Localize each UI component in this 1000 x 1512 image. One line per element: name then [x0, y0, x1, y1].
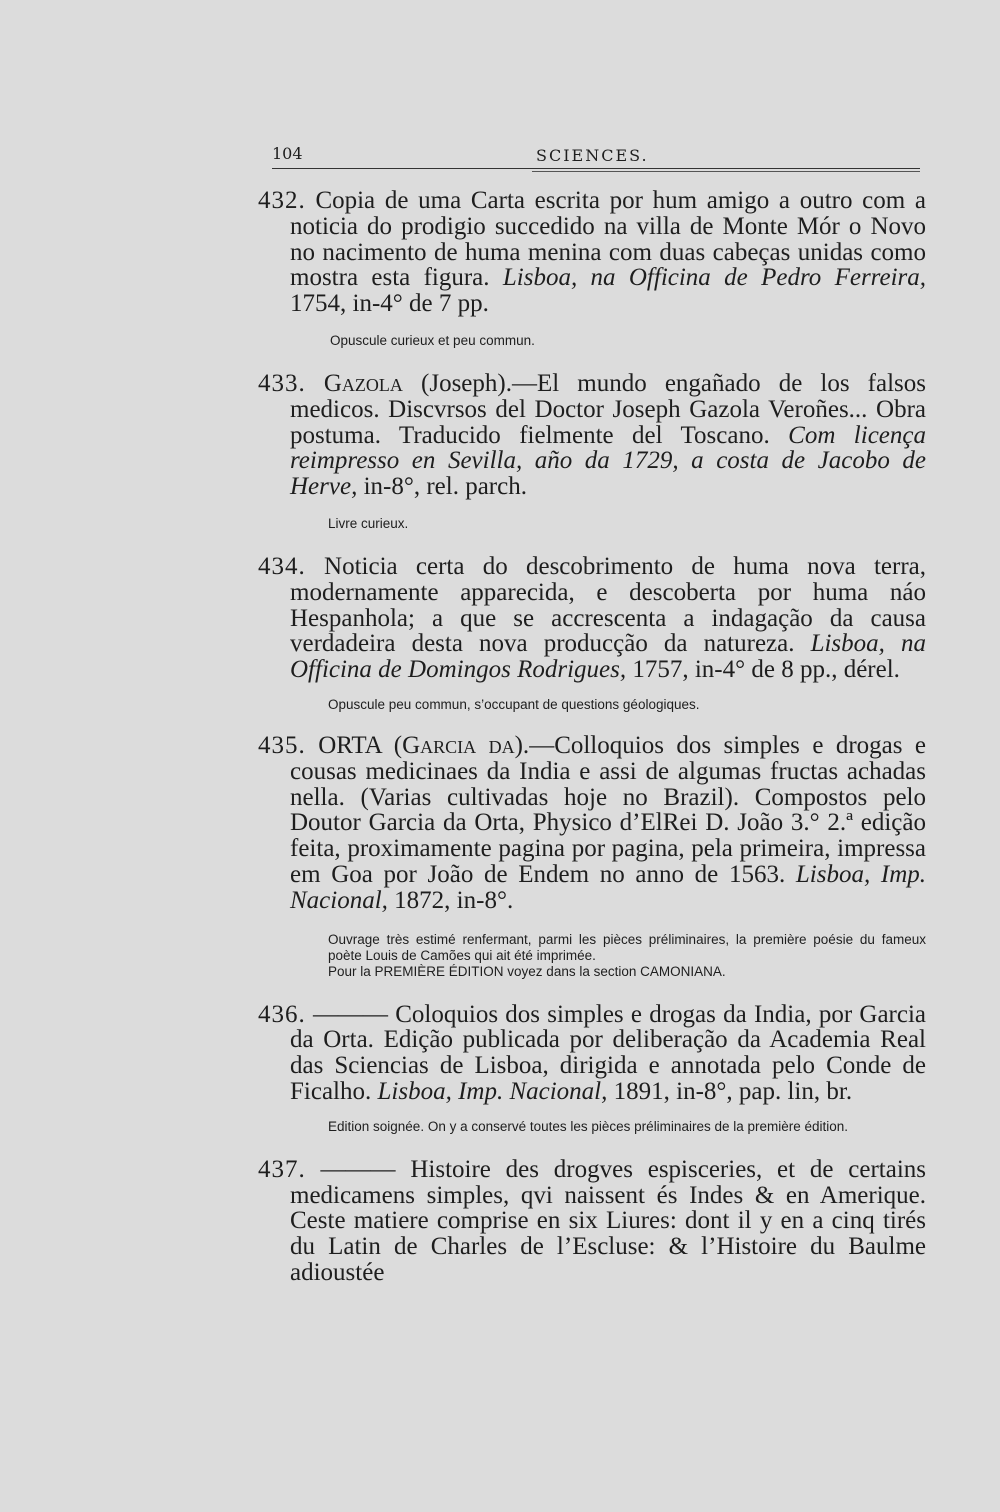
page-header: [272, 140, 920, 170]
entry-title: Histoire des drogves espisceries, et de certains medicamens simples, qvi naissent és Indes & en Amerique. Ceste matiere comprise en six Liures: dont il y en a cinq tirés du Latin de Charles de l’Escluse: & l’Histoire du Baulme adioustée: [290, 1155, 927, 1286]
catalogue-entry: [258, 188, 926, 349]
entry-title: Coloquios dos simples e drogas da India, por Garcia da Orta. Edição publicada por deliberação da Academia Real das Sciencias de Lisboa, dirigida e annotada pelo Conde de Ficalho.: [290, 1000, 927, 1105]
entry-note: [328, 697, 926, 713]
page-number: 104: [272, 144, 303, 163]
note-line: Edition soignée. On y a conservé toutes les pièces préliminaires de la première édition.: [328, 1118, 849, 1134]
entry-title: Noticia certa do descobrimento de huma nova terra, modernamente apparecida, e descoberta por huma náo Hespanhola; a que se accrescenta a indagação da causa verdadeira desta nova producção da natureza.: [290, 552, 927, 658]
entry-imprint: Com licença reimpresso en Sevilla, año da 1729, a costa de Jacobo de Herve,: [290, 421, 926, 501]
entry-imprint: Lisboa, na Officina de Domingos Rodrigues,: [290, 630, 926, 684]
entry-dash: ———: [320, 1155, 396, 1183]
catalogue-entry: [258, 554, 926, 713]
entry-number: 433.: [258, 369, 306, 397]
entry-title: —El mundo engañado de los falsos medicos. Discvrsos del Doctor Joseph Gazola Veroñes... Obra postuma. Traducido fielmente del Toscano.: [290, 369, 927, 449]
entry-note: [328, 1119, 926, 1135]
catalogue-entries: [258, 180, 926, 1286]
entry-title: Copia de uma Carta escrita por hum amigo a outro com a noticia do prodigio succedido na villa de Monte Mór o Novo no nacimento de huma menina com duas cabeças unidas como mostra esta figura.: [290, 187, 926, 292]
running-title: SCIENCES.: [536, 146, 649, 165]
entry-title: —Colloquios dos simples e drogas e cousas medicinaes da India e assi de algumas fructas achadas nella. (Varias cultivadas hoje no Brazil). Compostos pelo Doutor Garcia da Orta, Physico d’ElRei D. João 3.° 2.ª edição feita, proximamente pagina por pagina, pela primeira, impressa em Goa por João de Endem no anno de 1563.: [290, 731, 927, 888]
entry-author: ORTA: [318, 731, 382, 759]
entry-details: 1891, in-8°, pap. lin, br.: [613, 1077, 853, 1105]
entry-details: in-8°, rel. parch.: [363, 473, 527, 501]
entry-imprint: Lisboa, Imp. Nacional,: [290, 860, 926, 914]
entry-author-forename: (Joseph).: [421, 369, 512, 397]
note-line: Opuscule peu commun, s’occupant de questions géologiques.: [328, 696, 700, 712]
note-line: Livre curieux.: [328, 515, 409, 531]
entry-number: 435.: [258, 731, 306, 759]
note-line: Pour la PREMIÈRE ÉDITION voyez dans la section CAMONIANA.: [328, 963, 726, 979]
note-line: Ouvrage très estimé renfermant, parmi les pièces préliminaires, la première poésie du fameux poète Louis de Camões qui ait été imprimée.: [328, 931, 926, 963]
header-rule-secondary: [532, 171, 920, 172]
entry-imprint: Lisboa, Imp. Nacional,: [377, 1077, 608, 1105]
entry-number: 436.: [258, 1000, 306, 1028]
catalogue-entry: [258, 371, 926, 532]
entry-author-forename: (Garcia da).: [393, 731, 530, 759]
header-rule: [272, 168, 920, 169]
entry-text: [258, 188, 926, 317]
entry-details: 1872, in-8°.: [394, 886, 514, 914]
entry-details: 1754, in-4° de 7 pp.: [290, 290, 489, 318]
entry-text: [258, 1157, 926, 1286]
entry-number: 434.: [258, 552, 306, 580]
entry-imprint: Lisboa, na Officina de Pedro Ferreira,: [502, 264, 926, 292]
entry-text: [258, 1002, 926, 1105]
entry-number: 437.: [258, 1155, 306, 1183]
catalogue-entry: [258, 733, 926, 980]
entry-note: [330, 333, 926, 349]
catalogue-entry: [258, 1002, 926, 1135]
catalogue-entry: [258, 1157, 926, 1286]
entry-text: [258, 554, 926, 683]
entry-number: 432.: [258, 187, 306, 214]
entry-note: [328, 516, 926, 532]
entry-author: Gazola: [323, 369, 403, 397]
entry-text: [258, 733, 926, 914]
entry-dash: ———: [313, 1000, 388, 1028]
entry-note: [328, 932, 926, 980]
entry-text: [258, 371, 926, 500]
note-line: Opuscule curieux et peu commun.: [330, 332, 535, 348]
entry-details: 1757, in-4° de 8 pp., dérel.: [632, 656, 900, 684]
